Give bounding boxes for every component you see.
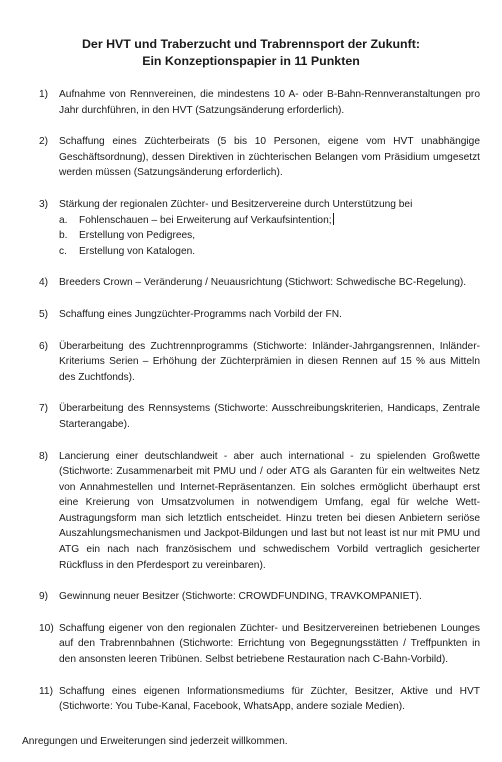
list-item-11 xyxy=(22,684,480,715)
list-item-3 xyxy=(22,197,480,259)
sub-list-text: Fohlenschauen – bei Erweiterung auf Verkaufsintention; xyxy=(79,214,332,226)
sub-list-text: Erstellung von Pedigrees, xyxy=(79,230,196,242)
list-item-10 xyxy=(22,621,480,668)
list-number: 1) xyxy=(39,89,49,100)
list-text: Schaffung eines eigenen Informationsmediums für Züchter, Besitzer, Aktive und HVT (Stichworte: You Tube-Kanal, Facebook, WhatsApp, andere soziale Medien). xyxy=(59,685,480,713)
list-item-1 xyxy=(22,87,480,118)
list-item-5 xyxy=(22,307,480,323)
sub-list-item-a xyxy=(22,213,480,229)
list-number: 6) xyxy=(39,340,49,352)
list-number: 4) xyxy=(39,277,49,289)
list-text: Schaffung eines Jungzüchter-Programms nach Vorbild der FN. xyxy=(59,308,342,320)
sub-list-text: Erstellung von Katalogen. xyxy=(79,245,196,257)
list-item-7 xyxy=(22,401,480,432)
sub-list-number: b. xyxy=(59,230,68,242)
list-number: 7) xyxy=(39,403,49,415)
title-line-2: Ein Konzeptionspapier in 11 Punkten xyxy=(142,54,360,68)
text-cursor xyxy=(333,213,334,225)
list-number: 3) xyxy=(39,198,49,210)
list-number: 10) xyxy=(39,622,54,634)
list-text: Schaffung eines Züchterbeirats (5 bis 10 Personen, eigene vom HVT unabhängige Geschäftsordnung), dessen Direktiven in züchterischen Belangen vom Präsidium umgesetzt werden müssen (Satzungsänderung erforderlich). xyxy=(59,136,480,179)
list-item-6 xyxy=(22,339,480,386)
sub-list-item-b xyxy=(22,228,480,244)
points-list xyxy=(22,87,480,715)
list-item-8 xyxy=(22,449,480,574)
list-text: Überarbeitung des Zuchtrennprogramms (Stichworte: Inländer-Jahrgangsrennen, Inländer-Kriteriums Serien – Erhöhung der Züchterprämien in diesen Rennen auf 15 % aus Mitteln des Zuchtfonds). xyxy=(59,340,480,383)
sub-list-item-c xyxy=(22,244,480,260)
sub-list xyxy=(22,213,480,260)
list-number: 9) xyxy=(39,591,49,603)
page-title xyxy=(22,36,480,70)
list-item-2 xyxy=(22,134,480,181)
list-text: Gewinnung neuer Besitzer (Stichworte: CROWDFUNDING, TRAVKOMPANIET). xyxy=(59,591,422,603)
list-number: 8) xyxy=(39,450,49,462)
list-text: Lancierung einer deutschlandweit - aber auch international - zu spielenden Großwette (Stichworte: Zusammenarbeit mit PMU und / oder ATG als Garanten für ein weltweites Netz von Annahmestellen und Internet-Repräsentanzen. Ein solches ermöglicht überhaupt erst eine Kreierung von Umsatzvolumen in notwendigem Umfang, egal für welche Wett-Austragungsform man sich letztlich entscheidet. Hinzu treten bei diesen Anbietern seriöse Auszahlungsmechanismen und Jackpot-Bildungen und last but not least ist nur mit PMU und ATG ein nach nach französischem und schwedischem Vorbild vertraglich gesicherter Rückfluss in den Pferdesport zu vereinbaren). xyxy=(59,450,480,571)
list-text: Stärkung der regionalen Züchter- und Besitzervereine durch Unterstützung bei xyxy=(59,198,413,210)
list-number: 5) xyxy=(39,308,49,320)
list-number: 11) xyxy=(39,685,53,697)
list-text: Schaffung eigener von den regionalen Züchter- und Besitzervereinen betriebenen Lounges auf den Trabrennbahnen (Stichworte: Errichtung von Begegnungsstätten / Treffpunkten in den ansonsten leeren Tribünen. Selbst betriebene Restauration nach C-Bahn-Vorbild). xyxy=(59,622,480,666)
sub-list-number: c. xyxy=(59,245,67,257)
list-item-4 xyxy=(22,275,480,291)
list-text: Breeders Crown – Veränderung / Neuausrichtung (Stichwort: Schwedische BC-Regelung). xyxy=(59,277,467,289)
list-number: 2) xyxy=(39,136,49,148)
sub-list-number: a. xyxy=(59,214,68,226)
title-line-1: Der HVT und Traberzucht und Trabrennsport der Zukunft: xyxy=(81,37,420,51)
list-text: Aufnahme von Rennvereinen, die mindestens 10 A- oder B-Bahn-Rennveranstaltungen pro Jahr durchführen, in den HVT (Satzungsänderung erforderlich). xyxy=(59,89,480,116)
list-text: Überarbeitung des Rennsystems (Stichworte: Ausschreibungskriterien, Handicaps, Zentrale Starterangabe). xyxy=(59,403,480,430)
list-item-9 xyxy=(22,589,480,605)
closing-note: Anregungen und Erweiterungen sind jederzeit willkommen. xyxy=(22,736,288,747)
